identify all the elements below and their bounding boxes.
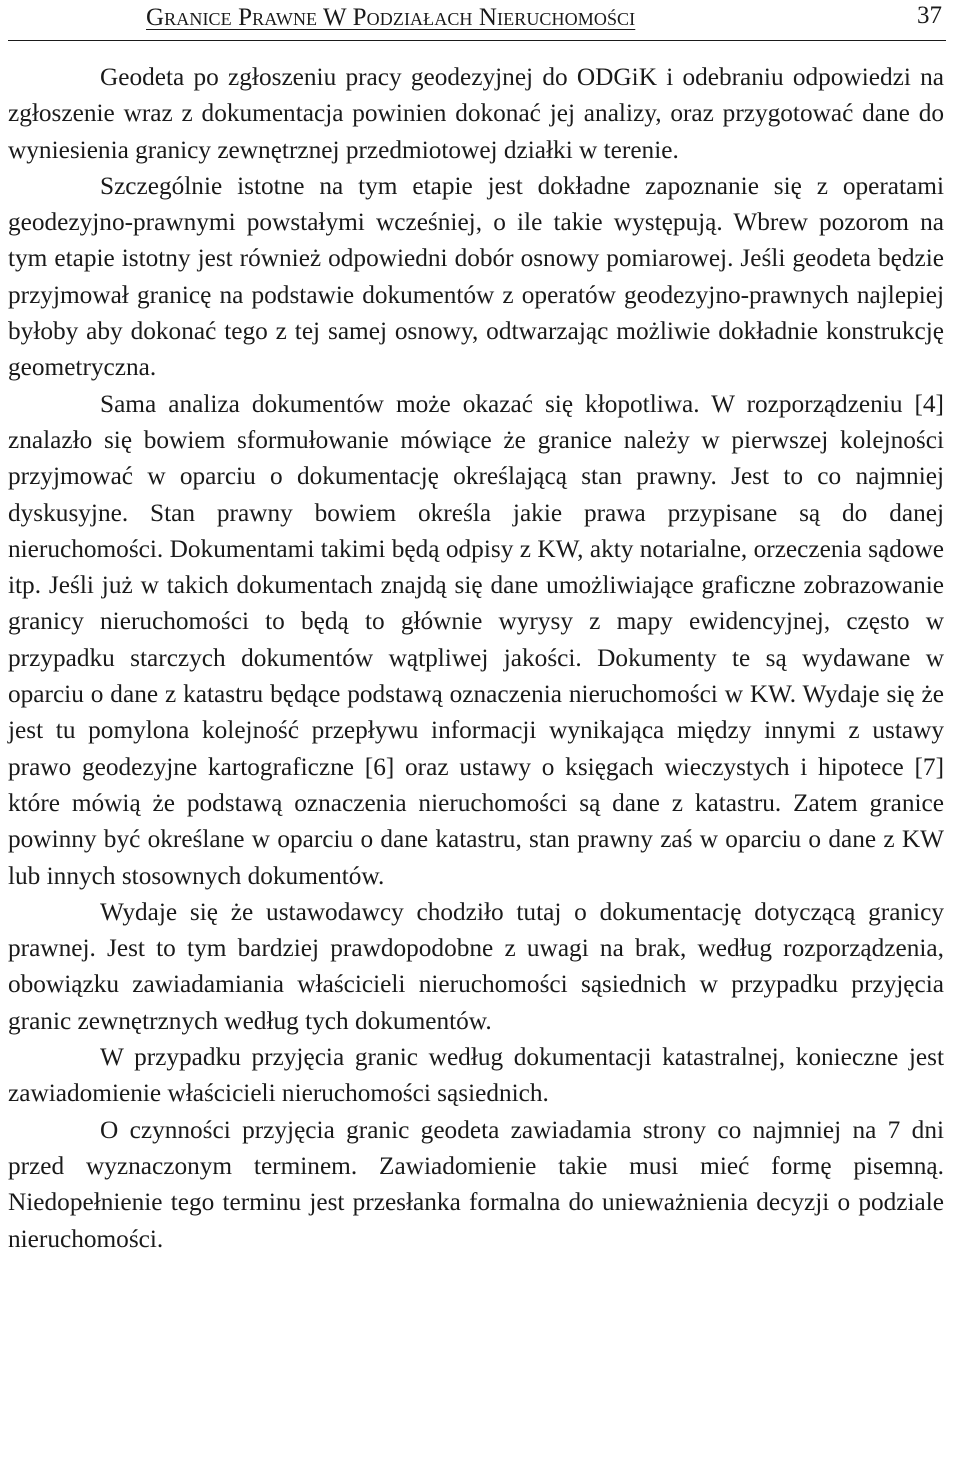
paragraph-6: O czynności przyjęcia granic geodeta zawiadamia strony co najmniej na 7 dni przed wyznaczonym terminem. Zawiadomienie takie musi mieć formę pisemną. Niedopełnienie tego terminu jest przesłanka formalna do unieważnienia decyzji o podziale nieruchomości.: [8, 1115, 944, 1253]
paragraph-4: Wydaje się że ustawodawcy chodziło tutaj o dokumentację dotyczącą granicy prawnej. Jest to tym bardziej prawdopodobne z uwagi na brak, według rozporządzenia, obowiązku zawiadamiania właścicieli nieruchomości sąsiednich w przypadku przyjęcia granic zewnętrznych według tych dokumentów.: [8, 897, 944, 1035]
page-number: 37: [917, 2, 942, 29]
paragraph-2: Szczególnie istotne na tym etapie jest dokładne zapoznanie się z operatami geodezyjno-prawnymi powstałymi wcześniej, o ile takie występują. Wbrew pozorom na tym etapie istotny jest również odpowiedni dobór osnowy pomiarowej. Jeśli geodeta będzie przyjmował granicę na podstawie dokumentów z operatów geodezyjno-prawnych najlepiej byłoby aby dokonać tego z tej samej osnowy, odtwarzając możliwie dokładnie konstrukcję geometryczna.: [8, 171, 944, 382]
document-page: [8, 0, 944, 1257]
paragraph-1: Geodeta po zgłoszeniu pracy geodezyjnej do ODGiK i odebraniu odpowiedzi na zgłoszenie wraz z dokumentacja powinien dokonać jej analizy, oraz przygotować dane do wyniesienia granicy zewnętrznej przedmiotowej działki w terenie.: [8, 63, 944, 164]
paragraph-5: W przypadku przyjęcia granic według dokumentacji katastralnej, konieczne jest zawiadomienie właścicieli nieruchomości sąsiednich.: [8, 1043, 944, 1108]
running-header: [8, 0, 946, 41]
paragraph-3: Sama analiza dokumentów może okazać się kłopotliwa. W rozporządzeniu [4] znalazło się bowiem sformułowanie mówiące że granice należy w pierwszej kolejności przyjmować w oparciu o dokumentację określającą stan prawny. Jest to co najmniej dyskusyjne. Stan prawny bowiem określa jakie prawa przypisane są do danej nieruchomości. Dokumentami takimi będą odpisy z KW, akty notarialne, orzeczenia sądowe itp. Jeśli już w takich dokumentach znajdą się dane umożliwiające graficzne zobrazowanie granicy nieruchomości to będą to głównie wyrysy z mapy ewidencyjnej, często w przypadku starczych dokumentów wątpliwej jakości. Dokumenty te są wydawane w oparciu o dane z katastru będące podstawą oznaczenia nieruchomości w KW. Wydaje się że jest tu pomylona kolejność przepływu informacji wynikająca między innymi z ustawy prawo geodezyjne kartograficzne [6] oraz ustawy o księgach wieczystych i hipotece [7] które mówią że podstawą oznaczenia nieruchomości są dane z katastru. Zatem granice powinny być określane w oparciu o dane katastru, stan prawny zaś w oparciu o dane z KW lub innych stosownych dokumentów.: [8, 389, 944, 890]
running-header-title: Granice Prawne W Podziałach Nieruchomości: [146, 4, 636, 31]
body-text: [8, 59, 944, 1257]
